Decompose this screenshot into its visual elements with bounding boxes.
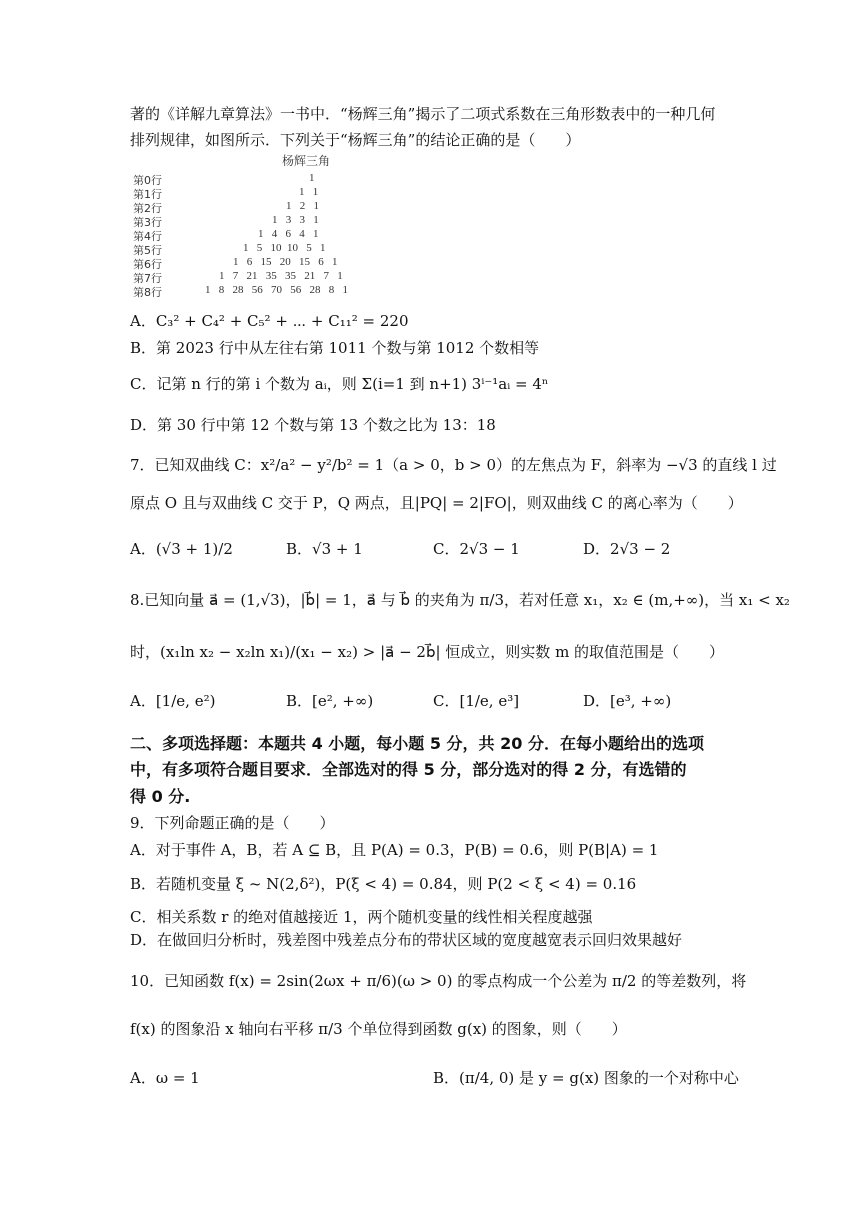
- q6-option-d: D．第 30 行中第 12 个数与第 13 个数之比为 13：18: [130, 416, 496, 434]
- triangle-row-label: 第4行: [133, 230, 162, 243]
- section-2-heading-line-3: 得 0 分.: [130, 787, 191, 806]
- section-2-heading-line-1: 二、多项选择题：本题共 4 小题，每小题 5 分，共 20 分．在每小题给出的选项: [130, 734, 704, 753]
- triangle-row-numbers: 1 3 3 1: [272, 214, 319, 226]
- q10-stem-line-2: f(x) 的图象沿 x 轴向右平移 π/3 个单位得到函数 g(x) 的图象，则（ ）: [130, 1020, 627, 1038]
- q8-option-a: A．[1/e, e²): [130, 692, 216, 710]
- triangle-title: 杨辉三角: [282, 154, 331, 168]
- q8-option-c: C．[1/e, e³]: [433, 692, 520, 710]
- q10-option-b: B．(π/4, 0) 是 y = g(x) 图象的一个对称中心: [433, 1069, 739, 1087]
- q8-stem-line-2: 时，(x₁ln x₂ − x₂ln x₁)/(x₁ − x₂) > |a⃗ − 2b⃗| 恒成立，则实数 m 的取值范围是（ ）: [130, 643, 725, 661]
- triangle-row-label: 第8行: [133, 286, 162, 299]
- triangle-row-numbers: 1 2 1: [286, 200, 319, 212]
- q9-option-d: D．在做回归分析时，残差图中残差点分布的带状区域的宽度越宽表示回归效果越好: [130, 931, 683, 949]
- triangle-row-label: 第6行: [133, 258, 162, 271]
- q9-option-c: C．相关系数 r 的绝对值越接近 1，两个随机变量的线性相关程度越强: [130, 908, 593, 926]
- triangle-row-numbers: 1 1: [299, 186, 319, 198]
- q6-option-a: A．C₃² + C₄² + C₅² + ⋯ + C₁₁² = 220: [130, 312, 409, 330]
- q7-stem-line-1: 7．已知双曲线 C：x²/a² − y²/b² = 1（a > 0，b > 0）的左焦点为 F，斜率为 −√3 的直线 l 过: [130, 456, 777, 474]
- triangle-row-label: 第1行: [133, 188, 162, 201]
- intro-line-2: 排列规律，如图所示．下列关于“杨辉三角”的结论正确的是（ ）: [130, 131, 581, 149]
- triangle-row-numbers: 1 8 28 56 70 56 28 8 1: [205, 284, 348, 296]
- q9-stem: 9．下列命题正确的是（ ）: [130, 814, 335, 832]
- q7-option-a: A．(√3 + 1)/2: [130, 540, 233, 558]
- q6-option-c: C．记第 n 行的第 i 个数为 aᵢ，则 Σ(i=1 到 n+1) 3ⁱ⁻¹aᵢ = 4ⁿ: [130, 375, 549, 393]
- triangle-row-label: 第5行: [133, 244, 162, 257]
- triangle-row-numbers: 1 7 21 35 35 21 7 1: [219, 270, 343, 282]
- triangle-row-numbers: 1 4 6 4 1: [258, 228, 319, 240]
- q7-stem-line-2: 原点 O 且与双曲线 C 交于 P，Q 两点，且|PQ| = 2|FO|，则双曲线 C 的离心率为（ ）: [130, 494, 743, 512]
- q7-option-b: B．√3 + 1: [286, 540, 363, 558]
- section-2-heading-line-2: 中，有多项符合题目要求．全部选对的得 5 分，部分选对的得 2 分，有选错的: [130, 760, 687, 779]
- intro-line-1: 著的《详解九章算法》一书中．“杨辉三角”揭示了二项式系数在三角形数表中的一种几何: [130, 105, 716, 123]
- triangle-row-numbers: 1 6 15 20 15 6 1: [233, 256, 338, 268]
- q10-option-a: A．ω = 1: [130, 1069, 200, 1087]
- q10-stem-line-1: 10．已知函数 f(x) = 2sin(2ωx + π/6)(ω > 0) 的零点构成一个公差为 π/2 的等差数列，将: [130, 972, 747, 990]
- q9-option-a: A．对于事件 A，B，若 A ⊆ B，且 P(A) = 0.3，P(B) = 0.6，则 P(B|A) = 1: [130, 841, 659, 859]
- triangle-row-label: 第3行: [133, 216, 162, 229]
- q8-option-b: B．[e², +∞): [286, 692, 374, 710]
- triangle-row-numbers: 1 5 10 10 5 1: [243, 242, 326, 254]
- q9-option-b: B．若随机变量 ξ ~ N(2,δ²)，P(ξ < 4) = 0.84，则 P(2 < ξ < 4) = 0.16: [130, 875, 637, 893]
- triangle-row-label: 第7行: [133, 272, 162, 285]
- q8-option-d: D．[e³, +∞): [583, 692, 672, 710]
- triangle-row-label: 第0行: [133, 174, 162, 187]
- triangle-row-numbers: 1: [309, 172, 315, 184]
- triangle-row-label: 第2行: [133, 202, 162, 215]
- q7-option-d: D．2√3 − 2: [583, 540, 671, 558]
- q8-stem-line-1: 8.已知向量 a⃗ = (1,√3)，|b⃗| = 1，a⃗ 与 b⃗ 的夹角为 π/3，若对任意 x₁，x₂ ∈ (m,+∞)，当 x₁ < x₂: [130, 591, 790, 609]
- q7-option-c: C．2√3 − 1: [433, 540, 520, 558]
- q6-option-b: B．第 2023 行中从左往右第 1011 个数与第 1012 个数相等: [130, 339, 540, 357]
